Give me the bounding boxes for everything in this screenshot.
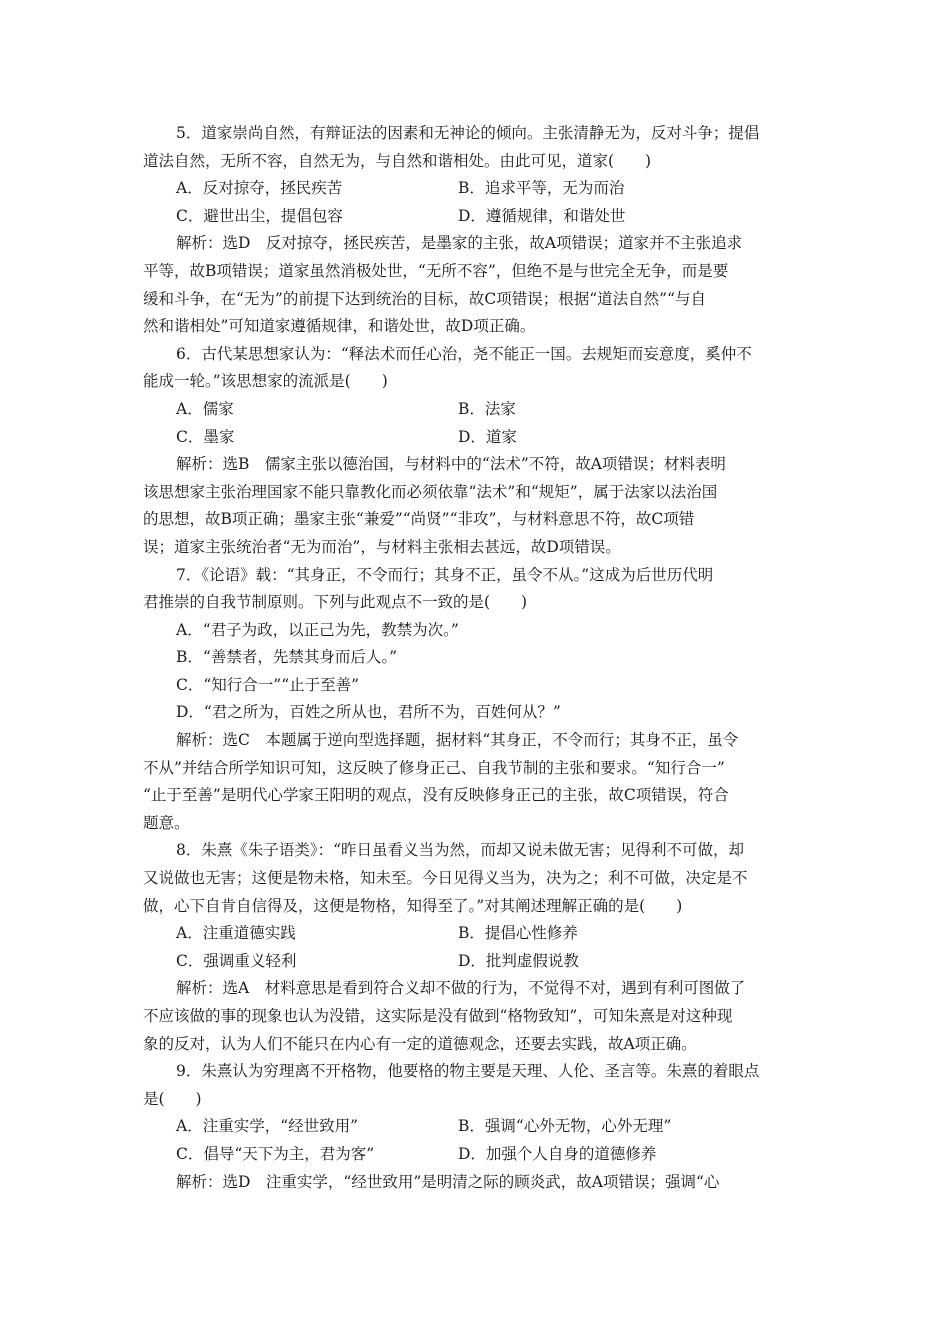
question-stem: 君推崇的自我节制原则。下列与此观点不一致的是( ) <box>143 593 528 612</box>
option-b: B．追求平等，无为而治 <box>458 179 625 198</box>
question-6 <box>143 341 809 562</box>
question-stem: 又说做也无害；这便是物未格，知未至。今日见得义当为，决为之；利不可做，决定是不 <box>143 869 748 888</box>
option-d: D．遵循规律，和谐处世 <box>458 206 626 225</box>
question-stem: 能成一轮。”该思想家的流派是( ) <box>143 372 388 391</box>
option-c: C．“知行合一”“止于至善” <box>176 675 360 694</box>
question-stem: 7．《论语》载：“其身正，不令而行；其身不正，虽令不从。”这成为后世历代明 <box>176 565 714 584</box>
option-c: C．倡导“天下为主，君为客” <box>176 1144 375 1163</box>
question-stem: 6．古代某思想家认为：“释法术而任心治，尧不能正一国。去规矩而妄意度，奚仲不 <box>176 344 752 363</box>
option-d: D．“君之所为，百姓之所从也，君所不为，百姓何从？” <box>176 703 561 722</box>
question-stem: 道法自然，无所不容，自然无为，与自然和谐相处。由此可见，道家( ) <box>143 151 652 170</box>
option-row <box>143 203 809 231</box>
question-5 <box>143 120 809 341</box>
analysis-text: 解析：选A 材料意思是看到符合义却不做的行为，不觉得不对，遇到有利可图做了 <box>176 979 746 998</box>
analysis-text: “止于至善”是明代心学家王阳明的观点，没有反映修身正己的主张，故C项错误，符合 <box>143 786 729 805</box>
question-list <box>143 120 809 1196</box>
question-stem: 8．朱熹《朱子语类》：“昨日虽看义当为然，而却又说未做无害；见得利不可做，却 <box>176 841 745 860</box>
option-b: B．法家 <box>458 399 516 418</box>
option-a: A．注重实学，“经世致用” <box>176 1117 359 1136</box>
option-row <box>143 175 809 203</box>
question-9 <box>143 1058 809 1196</box>
option-row <box>143 1141 809 1169</box>
analysis-text: 缓和斗争，在“无为”的前提下达到统治的目标，故C项错误；根据“道法自然”“与自 <box>143 289 706 308</box>
option-a: A．注重道德实践 <box>176 924 296 943</box>
analysis-text: 象的反对，认为人们不能只在内心有一定的道德观念，还要去实践，故A项正确。 <box>143 1034 697 1053</box>
analysis-text: 该思想家主张治理国家不能只靠教化而必须依靠“法术”和“规矩”，属于法家以法治国 <box>143 482 718 501</box>
analysis-text: 解析：选D 注重实学，“经世致用”是明清之际的顾炎武，故A项错误；强调“心 <box>176 1172 720 1191</box>
option-row <box>143 948 809 976</box>
option-b: B．“善禁者，先禁其身而后人。” <box>176 648 397 667</box>
option-a: A．儒家 <box>176 399 234 418</box>
option-b: B．强调“心外无物，心外无理” <box>458 1117 672 1136</box>
option-a: A．反对掠夺，拯民疾苦 <box>176 179 343 198</box>
option-d: D．批判虚假说教 <box>458 951 579 970</box>
analysis-text: 题意。 <box>143 813 190 832</box>
option-c: C．避世出尘，提倡包容 <box>176 206 343 225</box>
option-row <box>143 424 809 452</box>
analysis-text: 平等，故B项错误；道家虽然消极处世，“无所不容”，但绝不是与世完全无争，而是要 <box>143 261 729 280</box>
option-d: D．加强个人自身的道德修养 <box>458 1144 657 1163</box>
question-7 <box>143 562 809 838</box>
option-d: D．道家 <box>458 427 517 446</box>
question-stem: 做，心下自肯自信得及，这便是物格，知得至了。”对其阐述理解正确的是( ) <box>143 896 683 915</box>
question-stem: 5．道家崇尚自然，有辩证法的因素和无神论的倾向。主张清静无为，反对斗争；提倡 <box>176 124 760 142</box>
question-stem: 9．朱熹认为穷理离不开格物，他要格的物主要是天理、人伦、圣言等。朱熹的着眼点 <box>176 1062 760 1081</box>
analysis-text: 不应该做的事的现象也认为没错，这实际是没有做到“格物致知”，可知朱熹是对这种现 <box>143 1007 733 1025</box>
option-row <box>143 1113 809 1141</box>
analysis-text: 的思想，故B项正确；墨家主张“兼爱”“尚贤”“非攻”，与材料意思不符，故C项错 <box>143 510 695 529</box>
analysis-text: 解析：选B 儒家主张以德治国，与材料中的“法术”不符，故A项错误；材料表明 <box>176 455 726 474</box>
analysis-text: 然和谐相处”可知道家遵循规律，和谐处世，故D项正确。 <box>143 317 536 336</box>
option-row <box>143 396 809 424</box>
question-stem: 是( ) <box>143 1089 202 1108</box>
option-row <box>143 920 809 948</box>
analysis-text: 误；道家主张统治者“无为而治”，与材料主张相去甚远，故D项错误。 <box>143 537 621 556</box>
analysis-text: 解析：选C 本题属于逆向型选择题，据材料“其身正，不令而行；其身不正，虽令 <box>176 731 739 750</box>
option-c: C．墨家 <box>176 427 235 446</box>
analysis-text: 解析：选D 反对掠夺，拯民疾苦，是墨家的主张，故A项错误；道家并不主张追求 <box>176 234 743 253</box>
option-a: A．“君子为政，以正己为先，教禁为次。” <box>176 620 459 639</box>
option-b: B．提倡心性修养 <box>458 924 578 943</box>
option-c: C．强调重义轻利 <box>176 951 297 970</box>
question-8 <box>143 837 809 1058</box>
analysis-text: 不从”并结合所学知识可知，这反映了修身正己、自我节制的主张和要求。“知行合一” <box>143 758 725 777</box>
